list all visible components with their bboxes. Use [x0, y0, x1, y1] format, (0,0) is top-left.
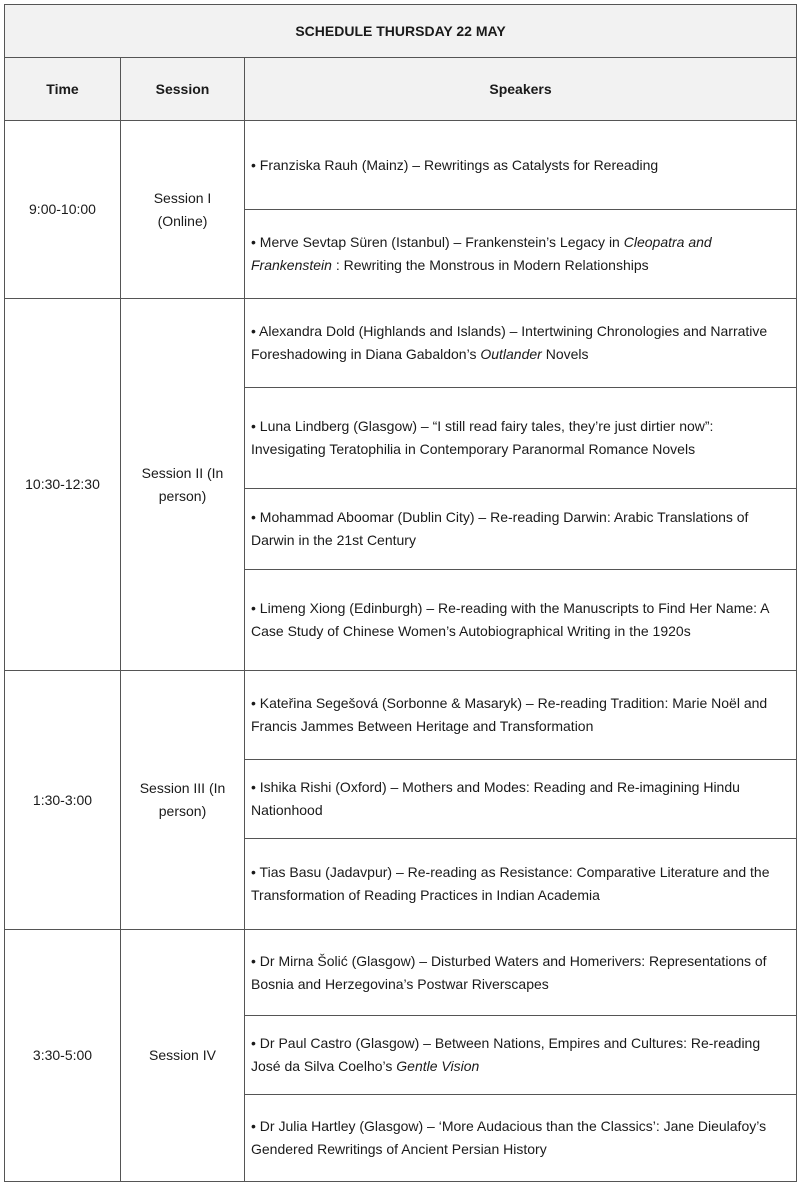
talk-text [251, 692, 788, 738]
table-row [5, 299, 797, 388]
talk-italic: Cleopatra and Frankenstein [251, 234, 712, 273]
bullet: • [251, 600, 256, 616]
talk-main: Merve Sevtap Süren (Istanbul) – Frankenstein’s Legacy in [259, 234, 624, 250]
speaker-cell [245, 299, 797, 388]
talk-main: Alexandra Dold (Highlands and Islands) – Intertwining Chronologies and Narrative Foreshadowing in Diana Gabaldon’s [251, 323, 768, 362]
talk-text [251, 950, 788, 996]
schedule-title: SCHEDULE THURSDAY 22 MAY [5, 5, 797, 58]
talk-text [251, 415, 788, 461]
session-label: Session IV [149, 1047, 216, 1063]
talk-main: Ishika Rishi (Oxford) – Mothers and Modes: Reading and Re-imagining Hindu Nationhood [251, 779, 740, 818]
bullet: • [251, 864, 256, 880]
speaker-cell [245, 210, 797, 299]
talk-main: Franziska Rauh (Mainz) – Rewritings as Catalysts for Rereading [259, 156, 659, 173]
speaker-cell [245, 570, 797, 671]
talk-text [251, 231, 788, 277]
header-session: Session [121, 58, 245, 121]
bullet: • [251, 1035, 256, 1051]
session-time: 10:30-12:30 [5, 299, 121, 671]
bullet: • [251, 695, 256, 711]
speaker-cell [245, 388, 797, 489]
session-label: Session I (Online) [153, 189, 212, 229]
talk-tail: Novels [541, 346, 589, 362]
schedule-table [4, 4, 797, 1182]
talk-text [251, 320, 788, 366]
talk-text [251, 861, 788, 907]
bullet: • [251, 1118, 256, 1134]
talk-italic: Outlander [480, 346, 542, 362]
talk-text [251, 154, 788, 177]
bullet: • [251, 234, 256, 250]
talk-main: Tias Basu (Jadavpur) – Re-reading as Resistance: Comparative Literature and the Transformation of Reading Practices in Indian Academia [251, 864, 770, 903]
talk-tail: : Rewriting the Monstrous in Modern Relationships [331, 257, 649, 273]
talk-main: Limeng Xiong (Edinburgh) – Re-reading with the Manuscripts to Find Her Name: A Case Study of Chinese Women’s Autobiographical Writing in the 1920s [251, 600, 769, 639]
header-speakers: Speakers [245, 58, 797, 121]
session-time: 3:30-5:00 [5, 930, 121, 1182]
session-time: 1:30-3:00 [5, 671, 121, 930]
bullet: • [251, 952, 256, 969]
speaker-cell [245, 930, 797, 1016]
speaker-cell [245, 839, 797, 930]
session-name [121, 299, 245, 671]
speaker-cell [245, 489, 797, 570]
table-row [5, 930, 797, 1016]
talk-text [251, 597, 788, 643]
talk-main: Kateřina Segešová (Sorbonne & Masaryk) – Re-reading Tradition: Marie Noël and Francis Jammes Between Heritage and Transformation [251, 695, 768, 734]
table-row [5, 121, 797, 210]
session-time: 9:00-10:00 [5, 121, 121, 299]
speaker-cell [245, 1016, 797, 1095]
talk-main: Mohammad Aboomar (Dublin City) – Re-reading Darwin: Arabic Translations of Darwin in the 21st Century [251, 509, 749, 548]
bullet: • [251, 509, 256, 525]
bullet: • [251, 418, 256, 434]
talk-text [251, 1032, 788, 1078]
bullet: • [251, 156, 256, 173]
speaker-cell [245, 760, 797, 839]
session-name [121, 671, 245, 930]
speaker-cell [245, 1095, 797, 1182]
talk-main: Dr Paul Castro (Glasgow) – Between Nations, Empires and Cultures: Re-reading José da Silva Coelho’s [251, 1035, 761, 1074]
session-label: Session III (In person) [139, 780, 226, 819]
talk-italic: Gentle Vision [396, 1058, 480, 1074]
speaker-cell [245, 121, 797, 210]
talk-main: Dr Mirna Šolić (Glasgow) – Disturbed Waters and Homerivers: Representations of Bosnia and Herzegovina’s Postwar Riverscapes [251, 952, 767, 992]
talk-text [251, 506, 788, 552]
talk-main: Dr Julia Hartley (Glasgow) – ‘More Audacious than the Classics’: Jane Dieulafoy’s Gendered Rewritings of Ancient Persian History [251, 1118, 767, 1157]
session-name [121, 930, 245, 1182]
table-row [5, 671, 797, 760]
talk-text [251, 1115, 788, 1161]
session-name [121, 121, 245, 299]
bullet: • [251, 779, 256, 795]
talk-text [251, 776, 788, 822]
speaker-cell [245, 671, 797, 760]
talk-main: Luna Lindberg (Glasgow) – “I still read fairy tales, they’re just dirtier now”: Invesigating Teratophilia in Contemporary Paranormal Romance Novels [251, 418, 714, 457]
bullet: • [251, 323, 256, 339]
header-time: Time [5, 58, 121, 121]
session-label: Session II (In person) [141, 464, 224, 504]
